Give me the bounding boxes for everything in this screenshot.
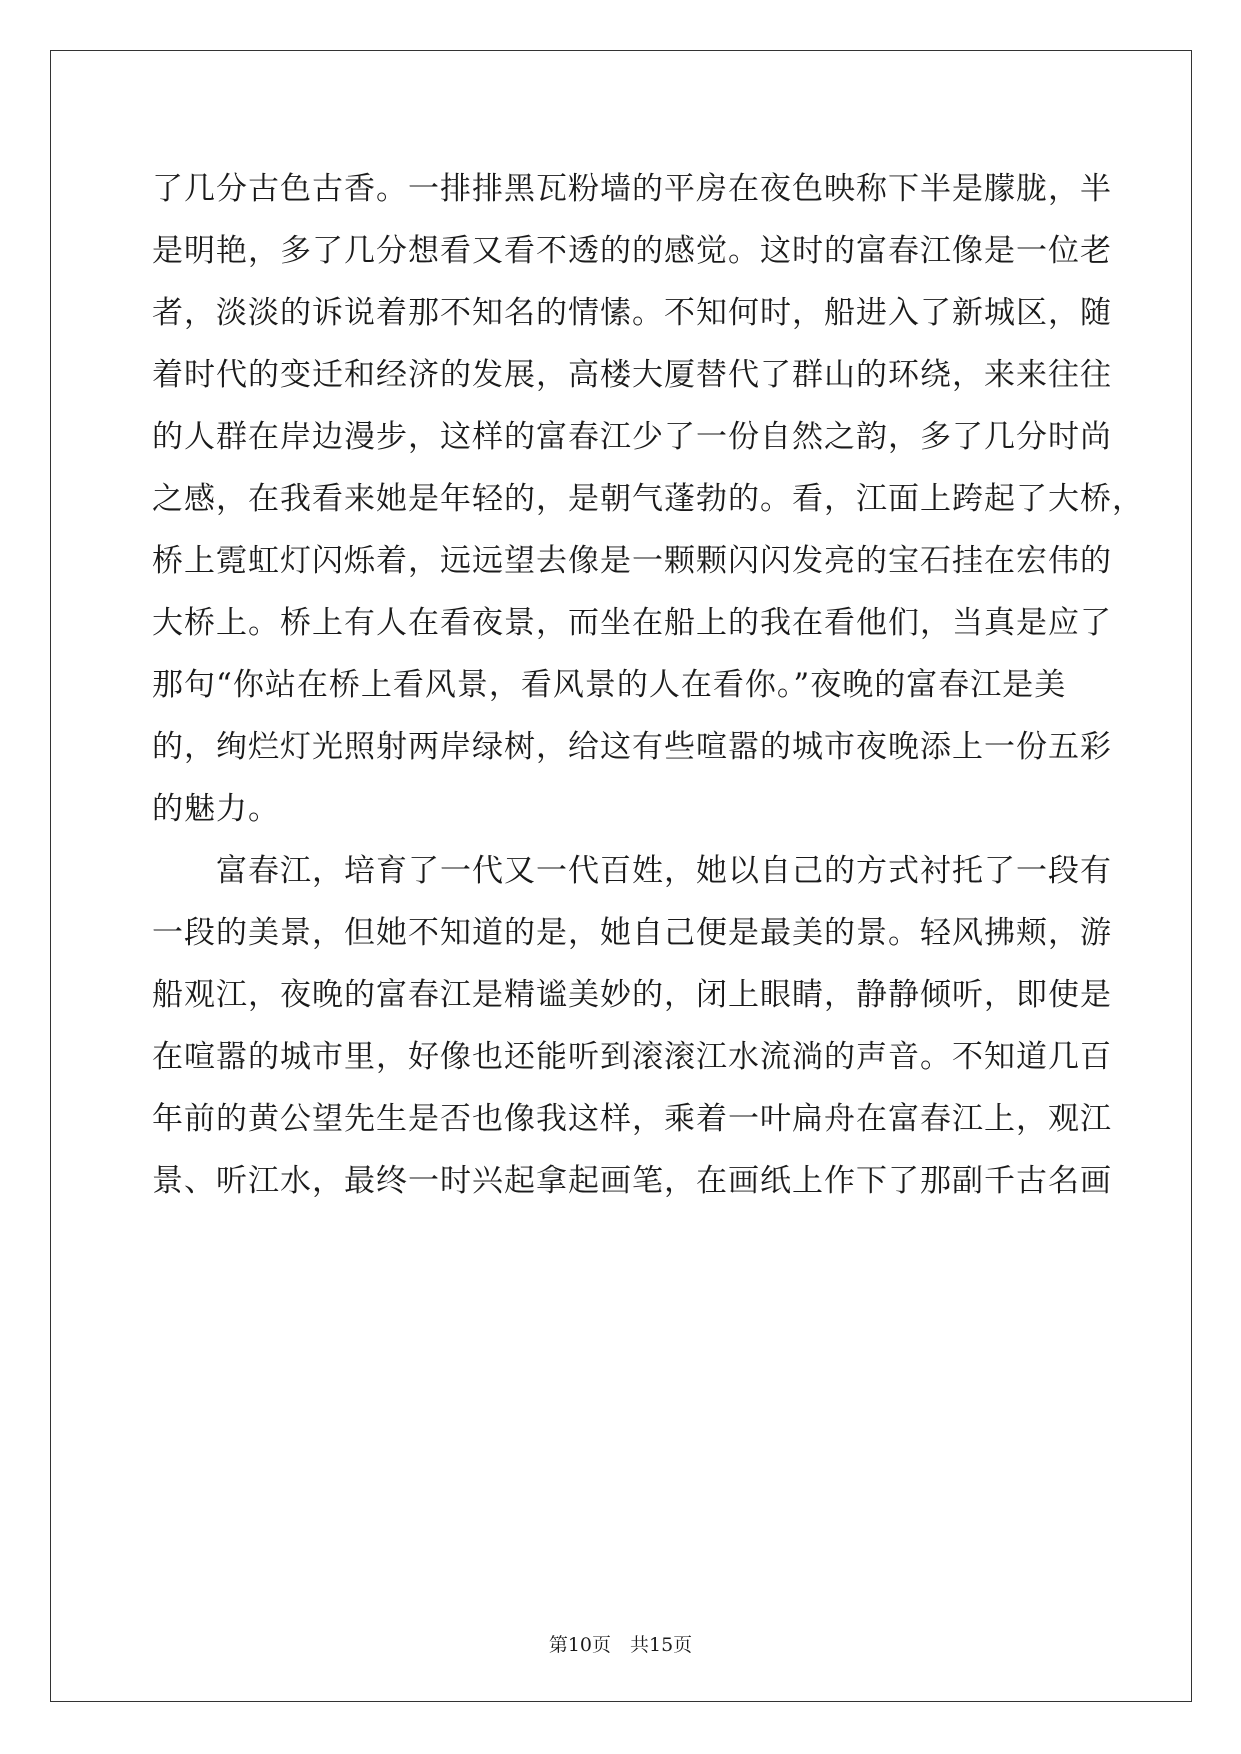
text-line: 一段的美景，但她不知道的是，她自己便是最美的景。轻风拂颊，游 bbox=[152, 915, 1112, 951]
text-line: 船观江，夜晚的富春江是精谧美妙的，闭上眼睛，静静倾听，即使是 bbox=[152, 977, 1112, 1013]
paragraph-1 bbox=[152, 158, 1144, 840]
text-line: 的人群在岸边漫步，这样的富春江少了一份自然之韵，多了几分时尚 bbox=[152, 419, 1112, 455]
page-number-footer: 第10页 共15页 bbox=[548, 1634, 693, 1656]
text-line: 者，淡淡的诉说着那不知名的情愫。不知何时，船进入了新城区，随 bbox=[152, 295, 1112, 331]
text-line: 着时代的变迁和经济的发展，高楼大厦替代了群山的环绕，来来往往 bbox=[152, 357, 1112, 393]
text-line: 景、听江水，最终一时兴起拿起画笔，在画纸上作下了那副千古名画 bbox=[152, 1163, 1112, 1199]
text-line: 富春江，培育了一代又一代百姓，她以自己的方式衬托了一段有 bbox=[216, 853, 1112, 889]
text-line: 那句“你站在桥上看风景，看风景的人在看你。”夜晚的富春江是美 bbox=[152, 667, 1067, 703]
text-line: 之感，在我看来她是年轻的，是朝气蓬勃的。看，江面上跨起了大桥， bbox=[152, 481, 1144, 517]
text-line: 桥上霓虹灯闪烁着，远远望去像是一颗颗闪闪发亮的宝石挂在宏伟的 bbox=[152, 543, 1112, 579]
text-line: 是明艳，多了几分想看又看不透的的感觉。这时的富春江像是一位老 bbox=[152, 233, 1112, 269]
text-line: 了几分古色古香。一排排黑瓦粉墙的平房在夜色映称下半是朦胧，半 bbox=[152, 171, 1112, 207]
text-line: 在喧嚣的城市里，好像也还能听到滚滚江水流淌的声音。不知道几百 bbox=[152, 1039, 1112, 1075]
document-body bbox=[152, 158, 1144, 1212]
paragraph-2 bbox=[152, 840, 1112, 1212]
text-line: 年前的黄公望先生是否也像我这样，乘着一叶扁舟在富春江上，观江 bbox=[152, 1101, 1112, 1137]
text-line: 大桥上。桥上有人在看夜景，而坐在船上的我在看他们，当真是应了 bbox=[152, 605, 1112, 641]
text-line: 的，绚烂灯光照射两岸绿树，给这有些喧嚣的城市夜晚添上一份五彩 bbox=[152, 729, 1112, 765]
text-line: 的魅力。 bbox=[152, 791, 280, 827]
